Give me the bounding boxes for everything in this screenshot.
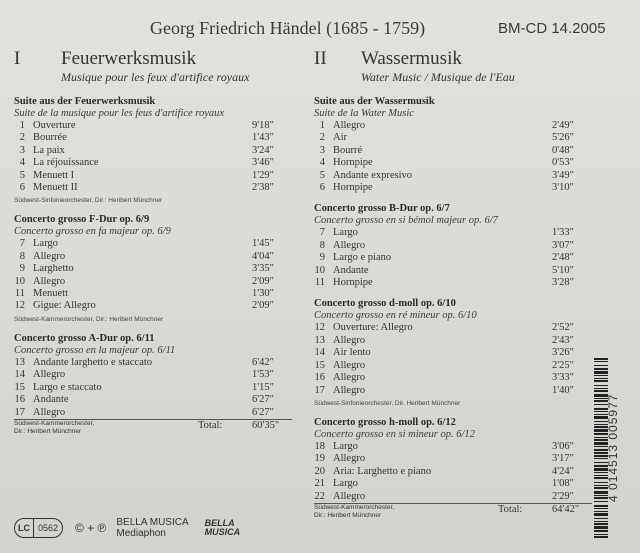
- right-column: [314, 48, 592, 529]
- track-title: Andante: [333, 264, 369, 276]
- track-duration: 1'43": [252, 132, 274, 144]
- track-row: [14, 300, 292, 312]
- track-number: 2: [319, 132, 325, 144]
- track-title: Allegro: [333, 384, 366, 396]
- track-row: [14, 369, 292, 381]
- track-title: Allegro: [333, 453, 366, 465]
- track-row: [314, 491, 592, 504]
- track-title: Largo e staccato: [33, 381, 102, 393]
- track-title: Largo e piano: [333, 252, 392, 264]
- track-duration: 6'27": [252, 394, 274, 406]
- track-number: 17: [314, 384, 325, 396]
- track-number: 19: [314, 453, 325, 465]
- track-row: [14, 407, 292, 420]
- section-concerto-grosso-op6-10: [314, 298, 592, 407]
- track-duration: 2'29": [552, 490, 574, 502]
- track-number: 4: [319, 157, 325, 169]
- section-concerto-grosso-op6-12: [314, 417, 592, 520]
- label-line: BELLA MUSICA: [116, 517, 189, 528]
- track-row: [14, 382, 292, 394]
- track-row: [314, 335, 592, 347]
- track-number: 11: [314, 277, 325, 289]
- footer: [14, 515, 240, 541]
- track-title: Allegro: [333, 490, 366, 502]
- track-title: Andante larghetto e staccato: [33, 356, 153, 368]
- track-title: Allegro: [333, 239, 366, 251]
- part-heading-wassermusik: [314, 48, 592, 70]
- total-duration: 64'42": [552, 503, 580, 515]
- track-duration: 4'24": [552, 465, 574, 477]
- track-row: [314, 227, 592, 239]
- total-label: Total:: [498, 503, 523, 515]
- total-label: Total:: [198, 419, 223, 431]
- track-number: 10: [14, 275, 25, 287]
- track-row: [314, 360, 592, 372]
- track-duration: 3'10": [552, 182, 574, 194]
- section-title: Concerto grosso h-moll op. 6/12: [314, 416, 456, 428]
- section-concerto-grosso-op6-7: [314, 203, 592, 289]
- track-duration: 3'46": [252, 157, 274, 169]
- part-title: Feuerwerksmusik: [61, 48, 197, 69]
- track-row: [314, 277, 592, 289]
- track-row: [314, 145, 592, 157]
- track-number: 5: [319, 169, 325, 181]
- track-row: [314, 466, 592, 478]
- track-number: 20: [314, 465, 325, 477]
- track-duration: 1'29": [252, 169, 274, 181]
- section-title: Concerto grosso F-Dur op. 6/9: [14, 214, 150, 226]
- track-row: [14, 170, 292, 182]
- section-subtitle: Concerto grosso en si mineur op. 6/12: [314, 428, 475, 440]
- track-number: 4: [19, 157, 25, 169]
- track-number: 22: [314, 490, 325, 502]
- part-heading-feuerwerksmusik: [14, 48, 292, 70]
- track-row: [14, 251, 292, 263]
- track-row: [314, 347, 592, 359]
- barcode-digits: 4 014513 005977: [606, 393, 620, 503]
- credit-line: Dir.: Heribert Münchner: [14, 427, 82, 435]
- track-list: [314, 227, 592, 289]
- section-title: Suite aus der Feuerwerksmusik: [14, 96, 156, 107]
- track-duration: 6'42": [252, 356, 274, 368]
- track-title: Hornpipe: [333, 277, 373, 289]
- track-duration: 3'35": [252, 263, 274, 275]
- track-title: Larghetto: [33, 263, 74, 275]
- track-number: 21: [314, 478, 325, 490]
- track-row: [314, 132, 592, 144]
- track-duration: 4'04": [252, 250, 274, 262]
- track-list: [14, 238, 292, 312]
- track-row: [14, 182, 292, 194]
- track-row: [314, 478, 592, 490]
- part-subtitle: Water Music / Musique de l'Eau: [361, 70, 515, 84]
- track-title: Allegro: [33, 406, 66, 418]
- track-row: [14, 394, 292, 406]
- part-title: Wassermusik: [361, 48, 462, 69]
- track-duration: 1'40": [552, 384, 574, 396]
- label-code-badge: [14, 518, 63, 538]
- track-number: 3: [319, 144, 325, 156]
- track-number: 14: [314, 347, 325, 359]
- total-row: [14, 420, 292, 436]
- section-concerto-grosso-op6-11: [14, 333, 292, 436]
- section-subtitle: Suite de la Water Music: [314, 108, 414, 119]
- track-number: 9: [19, 263, 25, 275]
- track-duration: 3'26": [552, 347, 574, 359]
- track-duration: 3'33": [552, 372, 574, 384]
- track-title: La réjouissance: [33, 157, 99, 169]
- copyright-symbols: © + ℗: [75, 521, 107, 535]
- track-number: 16: [314, 372, 325, 384]
- track-list: [314, 441, 592, 504]
- track-row: [314, 372, 592, 384]
- track-row: [14, 276, 292, 288]
- orchestra-credit: [314, 504, 498, 520]
- track-number: 1: [319, 120, 325, 131]
- credit-line: Südwest-Kammerorchester,: [314, 503, 395, 511]
- track-row: [14, 288, 292, 300]
- track-row: [14, 357, 292, 369]
- part-number: I: [14, 48, 21, 69]
- track-title: Allegro: [33, 275, 66, 287]
- left-column: [14, 48, 292, 445]
- total-duration: 60'35": [252, 419, 280, 431]
- track-number: 6: [319, 182, 325, 194]
- track-title: Allegro: [333, 359, 366, 371]
- track-number: 15: [314, 359, 325, 371]
- track-number: 8: [319, 239, 325, 251]
- total-row: [314, 504, 592, 520]
- track-row: [14, 120, 292, 132]
- track-row: [314, 453, 592, 465]
- track-number: 17: [14, 406, 25, 418]
- track-number: 13: [314, 334, 325, 346]
- logo-line: MUSICA: [204, 527, 241, 537]
- track-row: [314, 265, 592, 277]
- track-duration: 2'09": [252, 275, 274, 287]
- track-row: [314, 441, 592, 453]
- label-code-number: 0562: [38, 523, 59, 533]
- track-duration: 3'24": [252, 144, 274, 156]
- track-list: [14, 357, 292, 420]
- orchestra-credit: Südwest-Sinfonieorchester, Dir.: Heribert Münchner: [14, 197, 163, 205]
- track-title: Allegro: [33, 369, 66, 381]
- section-suite-wassermusik: [314, 96, 592, 194]
- track-title: Menuett II: [33, 182, 78, 194]
- track-duration: 3'17": [552, 453, 574, 465]
- section-concerto-grosso-op6-9: [14, 214, 292, 323]
- logo-line: BELLA: [204, 518, 235, 528]
- track-number: 15: [14, 381, 25, 393]
- track-title: Bourrée: [33, 132, 67, 144]
- track-title: Menuett: [33, 288, 68, 300]
- section-title: Concerto grosso d-moll op. 6/10: [314, 298, 456, 310]
- section-subtitle: Concerto grosso en la majeur op. 6/11: [14, 344, 176, 356]
- track-duration: 1'53": [252, 369, 274, 381]
- track-number: 12: [314, 322, 325, 334]
- track-title: Ouverture: Allegro: [333, 322, 413, 334]
- track-number: 7: [19, 238, 25, 250]
- track-number: 9: [319, 252, 325, 264]
- track-number: 3: [19, 144, 25, 156]
- track-title: Aria: Larghetto e piano: [333, 465, 432, 477]
- catalog-number: BM-CD 14.2005: [498, 20, 606, 37]
- track-duration: 1'33": [552, 227, 574, 239]
- section-title: Concerto grosso A-Dur op. 6/11: [14, 332, 155, 344]
- track-number: 18: [314, 440, 325, 452]
- track-number: 6: [19, 182, 25, 194]
- track-title: Largo: [333, 440, 358, 452]
- track-duration: 3'49": [552, 169, 574, 181]
- track-number: 8: [19, 250, 25, 262]
- track-duration: 9'18": [252, 120, 274, 131]
- section-subtitle: Concerto grosso en si bémol majeur op. 6/7: [314, 215, 498, 227]
- track-title: Andante: [33, 394, 69, 406]
- track-title: Menuett I: [33, 169, 75, 181]
- track-row: [314, 120, 592, 132]
- track-number: 14: [14, 369, 25, 381]
- section-subtitle: Concerto grosso en fa majeur op. 6/9: [14, 226, 171, 238]
- track-row: [14, 263, 292, 275]
- track-duration: 1'08": [552, 478, 574, 490]
- track-title: Allegro: [33, 250, 66, 262]
- label-code-prefix: LC: [15, 519, 34, 537]
- track-duration: 1'45": [252, 238, 274, 250]
- track-duration: 3'06": [552, 440, 574, 452]
- track-row: [14, 157, 292, 169]
- track-number: 5: [19, 169, 25, 181]
- track-row: [14, 145, 292, 157]
- part-subtitle: Musique pour les feux d'artifice royaux: [61, 70, 250, 84]
- track-duration: 6'27": [252, 406, 274, 418]
- track-duration: 5'26": [552, 132, 574, 144]
- track-duration: 5'10": [552, 264, 574, 276]
- track-title: Hornpipe: [333, 182, 373, 194]
- track-duration: 3'28": [552, 277, 574, 289]
- section-title: Suite aus der Wassermusik: [314, 96, 435, 107]
- track-title: Bourré: [333, 144, 363, 156]
- track-number: 1: [19, 120, 25, 131]
- track-duration: 1'15": [252, 381, 274, 393]
- track-title: Allegro: [333, 372, 366, 384]
- track-row: [314, 157, 592, 169]
- track-duration: 2'48": [552, 252, 574, 264]
- track-row: [314, 182, 592, 194]
- section-title: Concerto grosso B-Dur op. 6/7: [314, 203, 450, 215]
- track-title: Allegro: [333, 120, 366, 131]
- track-number: 7: [319, 227, 325, 239]
- section-subtitle: Concerto grosso en ré mineur op. 6/10: [314, 310, 477, 322]
- track-list: [314, 322, 592, 396]
- track-title: Largo: [333, 478, 358, 490]
- track-duration: 2'43": [552, 334, 574, 346]
- track-number: 13: [14, 356, 25, 368]
- track-row: [314, 170, 592, 182]
- track-title: Air lento: [333, 347, 371, 359]
- label-line: Mediaphon: [116, 528, 166, 539]
- composer-title: Georg Friedrich Händel (1685 - 1759): [150, 18, 426, 38]
- credit-line: Dir.: Heribert Münchner: [314, 511, 382, 519]
- track-title: Hornpipe: [333, 157, 373, 169]
- track-row: [314, 240, 592, 252]
- orchestra-credit: Südwest-Sinfonieorchester, Dir. Heribert Münchner: [314, 399, 461, 407]
- track-number: 2: [19, 132, 25, 144]
- track-title: Allegro: [333, 334, 366, 346]
- track-title: Air: [333, 132, 347, 144]
- track-number: 16: [14, 394, 25, 406]
- track-row: [14, 132, 292, 144]
- track-duration: 0'53": [552, 157, 574, 169]
- orchestra-credit: [14, 420, 198, 436]
- track-duration: 2'49": [552, 120, 574, 131]
- track-duration: 1'30": [252, 288, 274, 300]
- track-number: 11: [14, 288, 25, 300]
- track-title: Largo: [333, 227, 358, 239]
- track-row: [314, 252, 592, 264]
- orchestra-credit: Südwest-Kammerorchester, Dir.: Heribert Münchner: [14, 315, 164, 323]
- track-row: [314, 322, 592, 334]
- track-number: 10: [314, 264, 325, 276]
- track-title: Ouverture: [33, 120, 76, 131]
- track-title: Largo: [33, 238, 58, 250]
- track-duration: 0'48": [552, 144, 574, 156]
- record-label-name: [116, 517, 188, 539]
- track-title: Andante expresivo: [333, 169, 413, 181]
- track-duration: 2'52": [552, 322, 574, 334]
- part-number: II: [314, 48, 327, 69]
- section-subtitle: Suite de la musique pour les feus d'artifice royaux: [14, 108, 225, 119]
- section-suite-feuerwerksmusik: [14, 96, 292, 205]
- track-title: La paix: [33, 144, 65, 156]
- track-title: Gigue: Allegro: [33, 300, 96, 312]
- bella-musica-logo: [205, 519, 241, 537]
- track-duration: 2'09": [252, 300, 274, 312]
- track-duration: 2'38": [252, 182, 274, 194]
- track-duration: 2'25": [552, 359, 574, 371]
- credit-line: Südwest-Kammerorchester,: [14, 419, 95, 427]
- track-list: [314, 120, 592, 194]
- track-list: [14, 120, 292, 194]
- track-row: [314, 385, 592, 397]
- track-row: [14, 238, 292, 250]
- track-number: 12: [14, 300, 25, 312]
- track-duration: 3'07": [552, 239, 574, 251]
